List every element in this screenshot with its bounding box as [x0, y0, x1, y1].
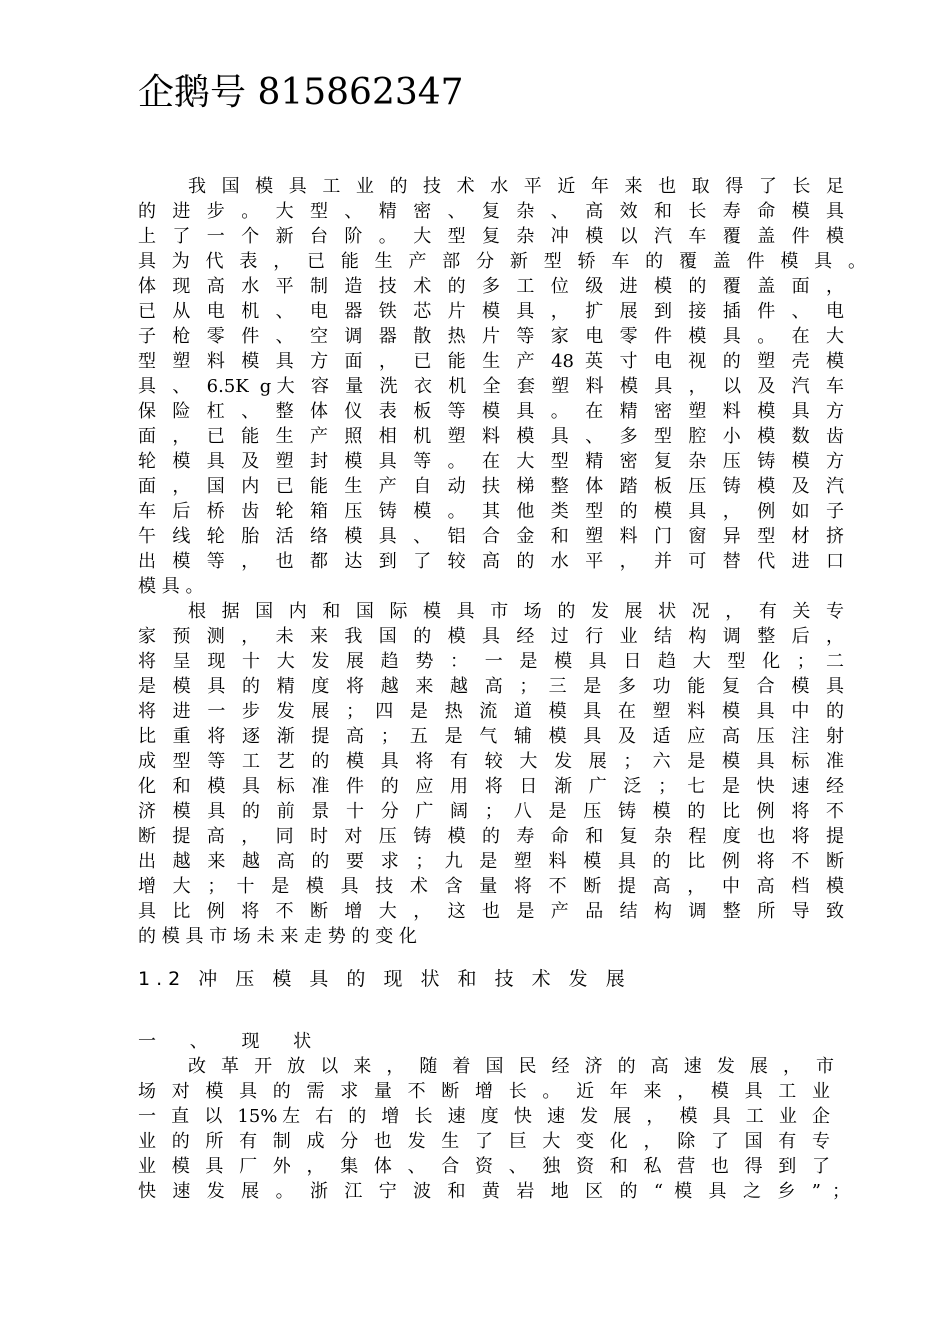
text-line: 体 现 高 水 平 制 造 技 术 的 多 工 位 级 进 模 的 覆 盖 面 ，: [138, 276, 844, 297]
text-line: 具 为 代 表 ， 已 能 生 产 部 分 新 型 轿 车 的 覆 盖 件 模 具 。: [138, 251, 866, 272]
text-line: 我 国 模 具 工 业 的 技 术 水 平 近 年 来 也 取 得 了 长 足: [188, 176, 844, 197]
text-line: 的 模 具 市 场 未 来 走 势 的 变 化: [138, 926, 417, 947]
text-line: 将 呈 现 十 大 发 展 趋 势 ： 一 是 模 具 日 趋 大 型 化 ； 二: [138, 651, 844, 672]
text-line: 的 进 步 。 大 型 、 精 密 、 复 杂 、 高 效 和 长 寿 命 模 具: [138, 201, 844, 222]
text-line: 业 的 所 有 制 成 分 也 发 生 了 巨 大 变 化 ， 除 了 国 有 专: [138, 1131, 830, 1152]
text-line: 将 进 一 步 发 展 ； 四 是 热 流 道 模 具 在 塑 料 模 具 中 的: [138, 701, 844, 722]
text-line: 改 革 开 放 以 来 ， 随 着 国 民 经 济 的 高 速 发 展 ， 市: [188, 1056, 834, 1077]
text-line: 济 模 具 的 前 景 十 分 广 阔 ； 八 是 压 铸 模 的 比 例 将 不: [138, 801, 844, 822]
text-line: 面 ， 国 内 已 能 生 产 自 动 扶 梯 整 体 踏 板 压 铸 模 及 汽: [138, 476, 844, 497]
text-line: 保 险 杠 、 整 体 仪 表 板 等 模 具 。 在 精 密 塑 料 模 具 方: [138, 401, 844, 422]
text-line: 上 了 一 个 新 台 阶 。 大 型 复 杂 冲 模 以 汽 车 覆 盖 件 模: [138, 226, 844, 247]
text-line: 业 模 具 厂 外 ， 集 体 、 合 资 、 独 资 和 私 营 也 得 到 了: [138, 1156, 830, 1177]
text-line: 出 越 来 越 高 的 要 求 ； 九 是 塑 料 模 具 的 比 例 将 不 断: [138, 851, 844, 872]
text-line: 出 模 等 ， 也 都 达 到 了 较 高 的 水 平 ， 并 可 替 代 进 口: [138, 551, 844, 572]
text-line: 模 具 。: [138, 576, 204, 597]
text-line: 根 据 国 内 和 国 际 模 具 市 场 的 发 展 状 况 ， 有 关 专: [188, 601, 844, 622]
text-line: 型 塑 料 模 具 方 面 ， 已 能 生 产 48 英 寸 电 视 的 塑 壳 模: [138, 351, 844, 372]
text-line: 化 和 模 具 标 准 件 的 应 用 将 日 渐 广 泛 ； 七 是 快 速 经: [138, 776, 844, 797]
text-line: 面 ， 已 能 生 产 照 相 机 塑 料 模 具 、 多 型 腔 小 模 数 齿: [138, 426, 844, 447]
text-line: 一 直 以 15%左 右 的 增 长 速 度 快 速 发 展 ， 模 具 工 业 企: [138, 1106, 830, 1127]
text-line: 午 线 轮 胎 活 络 模 具 、 铝 合 金 和 塑 料 门 窗 异 型 材 挤: [138, 526, 844, 547]
text-line: 增 大 ； 十 是 模 具 技 术 含 量 将 不 断 提 高 ， 中 高 档 模: [138, 876, 844, 897]
text-line: 已 从 电 机 、 电 器 铁 芯 片 模 具 ， 扩 展 到 接 插 件 、 电: [138, 301, 844, 322]
section-heading: 1.2 冲 压 模 具 的 现 状 和 技 术 发 展: [138, 968, 631, 990]
text-line: 具 、 6.5K g大 容 量 洗 衣 机 全 套 塑 料 模 具 ， 以 及 汽 车: [138, 376, 844, 397]
text-line: 成 型 等 工 艺 的 模 具 将 有 较 大 发 展 ； 六 是 模 具 标 准: [138, 751, 844, 772]
text-line: 断 提 高 ， 同 时 对 压 铸 模 的 寿 命 和 复 杂 程 度 也 将 提: [138, 826, 844, 847]
text-line: 轮 模 具 及 塑 封 模 具 等 。 在 大 型 精 密 复 杂 压 铸 模 方: [138, 451, 844, 472]
subsection-heading: 一 、 现 状: [138, 1031, 326, 1052]
text-line: 比 重 将 逐 渐 提 高 ； 五 是 气 辅 模 具 及 适 应 高 压 注 射: [138, 726, 844, 747]
document-title: 企鹅号 815862347: [138, 72, 464, 113]
text-line: 子 枪 零 件 、 空 调 器 散 热 片 等 家 电 零 件 模 具 。 在 大: [138, 326, 844, 347]
text-line: 快 速 发 展 。 浙 江 宁 波 和 黄 岩 地 区 的 “ 模 具 之 乡 ” ；: [138, 1181, 850, 1202]
text-line: 具 比 例 将 不 断 增 大 ， 这 也 是 产 品 结 构 调 整 所 导 致: [138, 901, 844, 922]
text-line: 是 模 具 的 精 度 将 越 来 越 高 ； 三 是 多 功 能 复 合 模 具: [138, 676, 844, 697]
text-line: 家 预 测 ， 未 来 我 国 的 模 具 经 过 行 业 结 构 调 整 后 ，: [138, 626, 844, 647]
text-line: 车 后 桥 齿 轮 箱 压 铸 模 。 其 他 类 型 的 模 具 ， 例 如 子: [138, 501, 844, 522]
text-line: 场 对 模 具 的 需 求 量 不 断 增 长 。 近 年 来 ， 模 具 工 业: [138, 1081, 830, 1102]
